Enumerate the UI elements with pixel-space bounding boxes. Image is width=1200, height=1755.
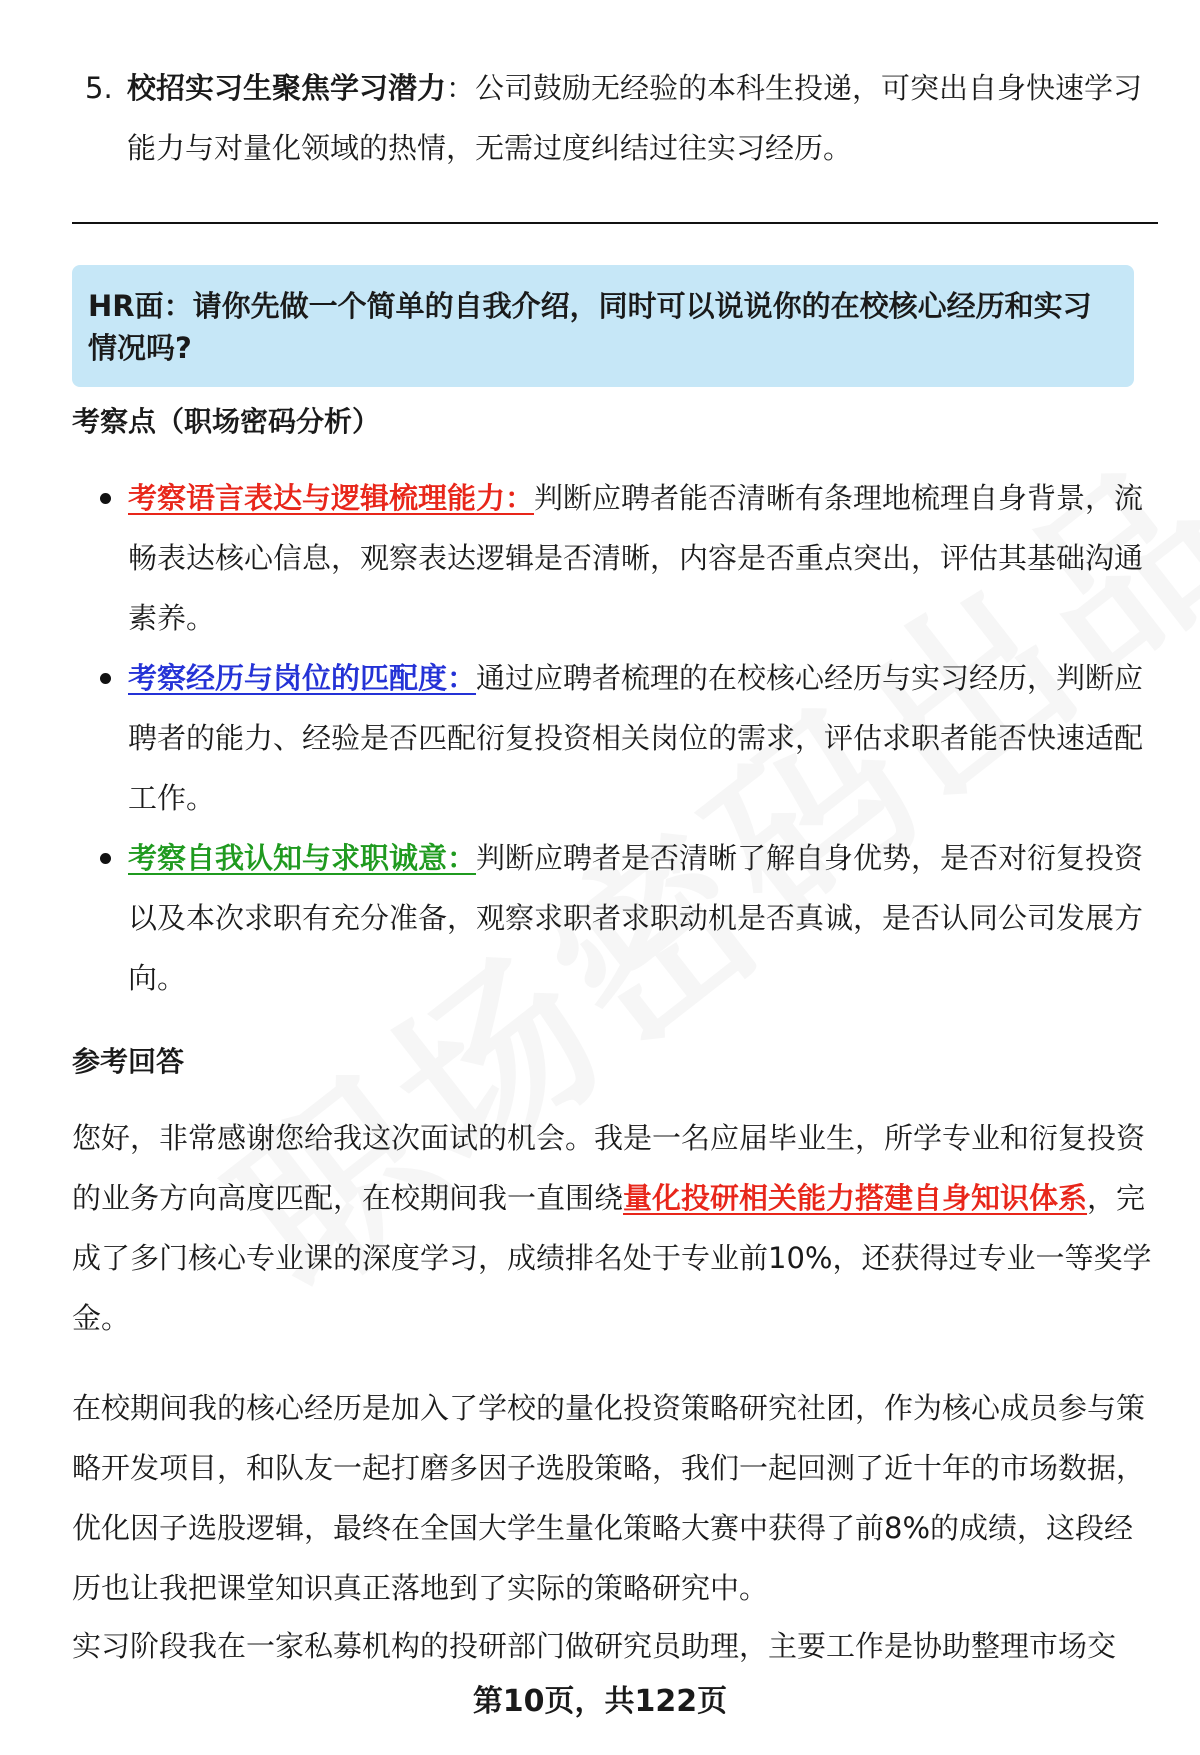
item-colon: ： xyxy=(446,71,476,105)
answer-text: ，完成了多门核心专业课的深度学习，成绩排名处于专业前10%，还获得过专业一等奖学金。 xyxy=(72,1181,1152,1335)
answer-paragraph-2: 在校期间我的核心经历是加入了学校的量化投资策略研究社团，作为核心成员参与策略开发项目，和队友一起打磨多因子选股策略，我们一起回测了近十年的市场数据，优化因子选股逻辑，最终在全国大学生量化策略大赛中获得了前8%的成绩，这段经历也让我把课堂知识真正落地到了实际的策略研究中。 xyxy=(72,1391,1146,1605)
answer-paragraph-3: 实习阶段我在一家私募机构的投研部门做研究员助理，主要工作是协助整理市场交 xyxy=(72,1629,1117,1663)
item-text: 公司鼓励无经验的本科生投递，可突出自身快速学习能力与对量化领域的热情，无需过度纠结过往实习经历。 xyxy=(127,71,1143,165)
point-item xyxy=(72,648,1152,828)
question-box: HR面：请你先做一个简单的自我介绍，同时可以说说你的在校核心经历和实习情况吗? xyxy=(72,265,1134,387)
list-item-5 xyxy=(85,58,1145,178)
point-item xyxy=(72,828,1152,1008)
item-title: 校招实习生聚焦学习潜力 xyxy=(127,71,447,105)
list-number: 5. xyxy=(85,71,113,105)
point-text: 判断应聘者能否清晰有条理地梳理自身背景，流畅表达核心信息，观察表达逻辑是否清晰，内容是否重点突出，评估其基础沟通素养。 xyxy=(128,481,1144,635)
page-footer: 第10页，共122页 xyxy=(472,1684,728,1719)
point-text: 判断应聘者是否清晰了解自身优势，是否对衍复投资以及本次求职有充分准备，观察求职者求职动机是否真诚，是否认同公司发展方向。 xyxy=(128,841,1144,995)
section-heading-answer: 参考回答 xyxy=(72,1045,185,1078)
point-label: 考察语言表达与逻辑梳理能力： xyxy=(128,481,535,515)
section-heading-points: 考察点（职场密码分析） xyxy=(72,405,381,438)
point-label: 考察自我认知与求职诚意： xyxy=(128,841,477,875)
point-label: 考察经历与岗位的匹配度： xyxy=(128,661,477,695)
divider xyxy=(72,222,1158,224)
points-list xyxy=(72,468,1152,1008)
bullet-icon xyxy=(100,853,111,864)
answer-highlight: 量化投研相关能力搭建自身知识体系 xyxy=(623,1181,1088,1215)
point-item xyxy=(72,468,1152,648)
answer-paragraph-1 xyxy=(72,1108,1152,1348)
point-text: 通过应聘者梳理的在校核心经历与实习经历，判断应聘者的能力、经验是否匹配衍复投资相关岗位的需求，评估求职者能否快速适配工作。 xyxy=(128,661,1144,815)
answer-text: 您好，非常感谢您给我这次面试的机会。我是一名应届毕业生，所学专业和衍复投资的业务方向高度匹配，在校期间我一直围绕 xyxy=(72,1121,1146,1215)
bullet-icon xyxy=(100,673,111,684)
bullet-icon xyxy=(100,493,111,504)
